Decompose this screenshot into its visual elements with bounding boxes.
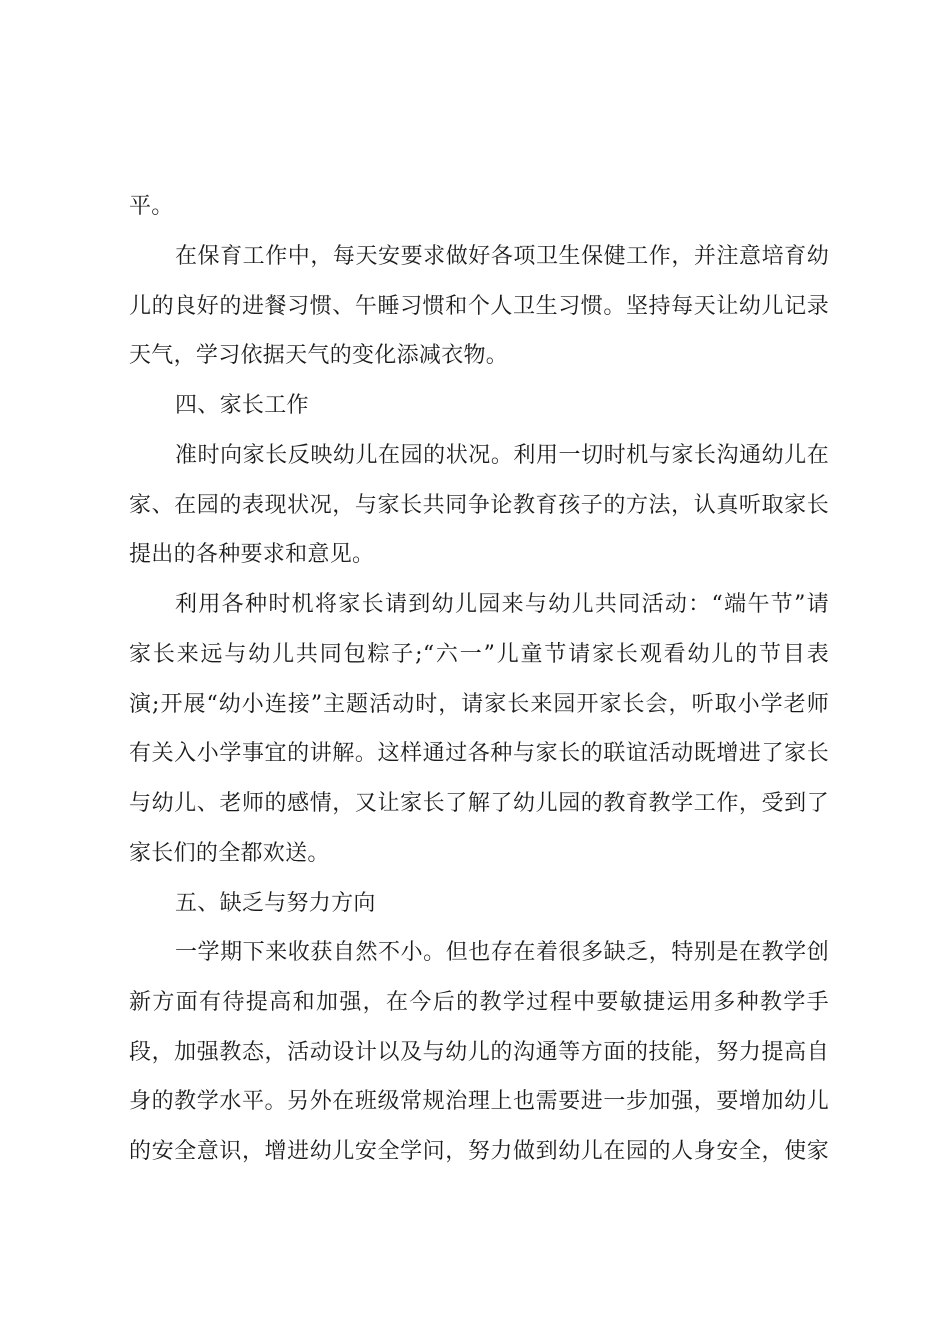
text-line: 身的教学水平。另外在班级常规治理上也需要进一步加强，要增加幼儿: [129, 1089, 829, 1114]
text-line: 段，加强教态，活动设计以及与幼儿的沟通等方面的技能，努力提高自: [129, 1040, 829, 1065]
text-line: 家长们的全都欢送。: [129, 841, 330, 866]
text-line: 演;开展“幼小连接”主题活动时，请家长来园开家长会，听取小学老师: [129, 692, 829, 717]
text-line: 家长来远与幼儿共同包粽子;“六一”儿童节请家长观看幼儿的节目表: [129, 642, 829, 667]
text-line: 家、在园的表现状况，与家长共同争论教育孩子的方法，认真听取家长: [129, 493, 829, 518]
text-line: 有关入小学事宜的讲解。这样通过各种与家长的联谊活动既增进了家长: [129, 741, 829, 766]
text-line: 与幼儿、老师的感情，又让家长了解了幼儿园的教育教学工作，受到了: [129, 791, 829, 816]
text-line: 天气，学习依据天气的变化添减衣物。: [129, 343, 509, 368]
text-line: 在保育工作中，每天安要求做好各项卫生保健工作，并注意培育幼: [175, 244, 829, 269]
section-heading: 五、缺乏与努力方向: [175, 891, 376, 916]
section-heading: 四、家长工作: [175, 393, 309, 418]
text-line: 儿的良好的进餐习惯、午睡习惯和个人卫生习惯。坚持每天让幼儿记录: [129, 294, 829, 319]
text-line: 平。: [129, 194, 174, 219]
text-line: 新方面有待提高和加强，在今后的教学过程中要敏捷运用多种教学手: [129, 990, 829, 1015]
text-line: 利用各种时机将家长请到幼儿园来与幼儿共同活动：“端午节”请: [175, 592, 829, 617]
text-line: 一学期下来收获自然不小。但也存在着很多缺乏，特别是在教学创: [175, 940, 829, 965]
text-line: 准时向家长反映幼儿在园的状况。利用一切时机与家长沟通幼儿在: [175, 443, 829, 468]
text-line: 提出的各种要求和意见。: [129, 542, 375, 567]
text-line: 的安全意识，增进幼儿安全学问，努力做到幼儿在园的人身安全，使家: [129, 1139, 829, 1164]
